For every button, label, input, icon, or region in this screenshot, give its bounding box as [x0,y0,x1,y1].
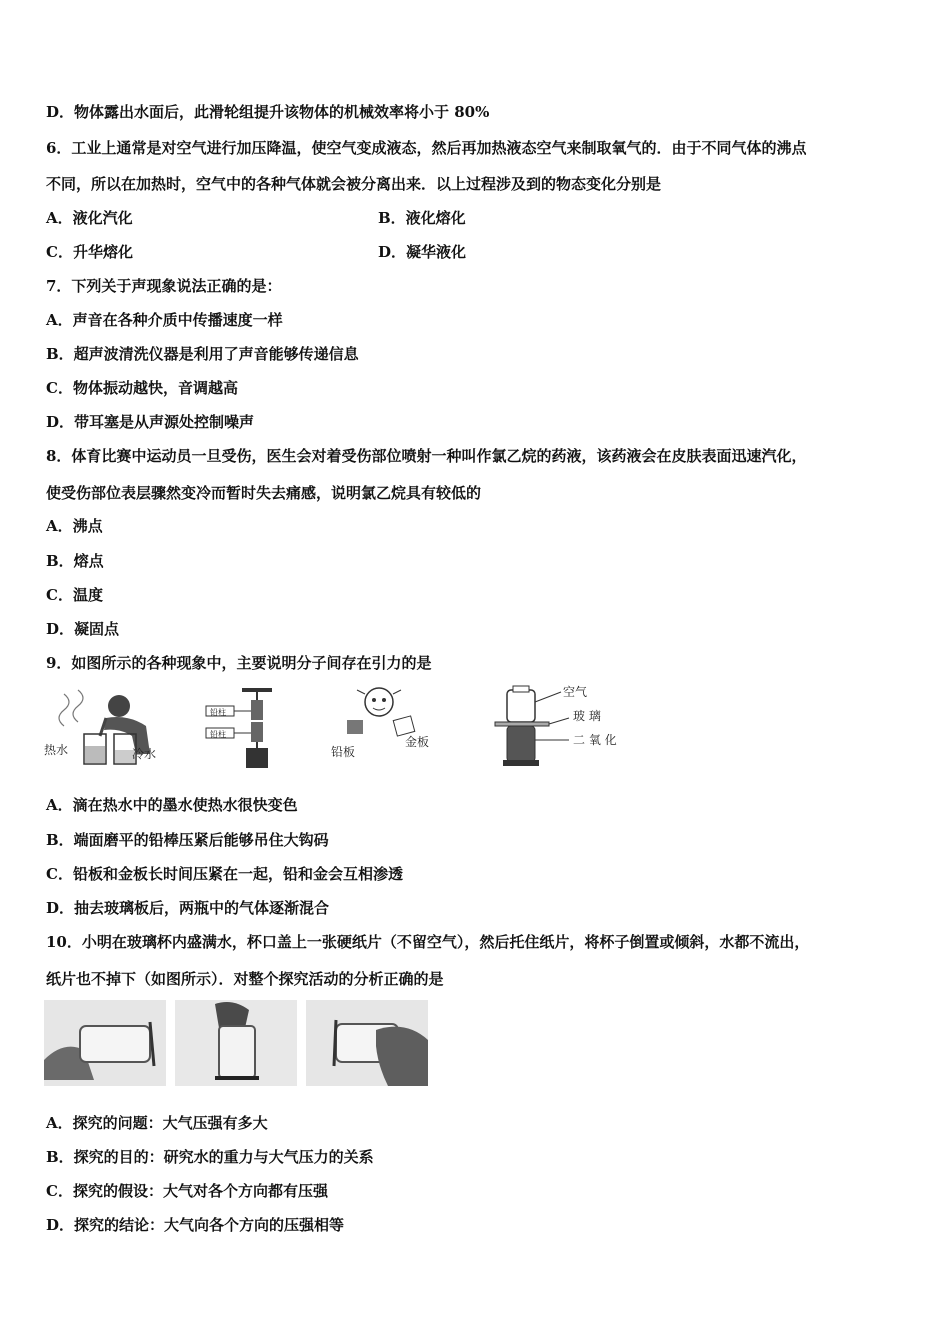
label-lead-plate: 铅板 [331,745,356,759]
q8-stem-line1: 8．体育比赛中运动员一旦受伤，医生会对着受伤部位喷射一种叫作氯乙烷的药液，该药液会在皮肤表面迅速汽化， [46,447,807,465]
q9-figures [44,684,644,774]
fig-lead-gold-plates [329,684,449,772]
q8-option-b: B．熔点 [46,552,104,570]
q7-option-d: D．带耳塞是从声源处控制噪声 [46,413,255,431]
q10-photos [44,1000,434,1088]
q5-option-d: D．物体露出水面后，此滑轮组提升该物体的机械效率将小于 80% [46,103,490,121]
label-hot-water: 热水 [44,743,69,757]
q6-option-d: D．凝华液化 [378,243,467,261]
fig-lead-rods [202,684,312,772]
q10-stem-line1: 10．小明在玻璃杯内盛满水，杯口盖上一张硬纸片（不留空气），然后托住纸片，将杯子倒置或倾斜，水都不流出， [46,933,810,951]
label-glass: 玻 璃 [573,709,601,723]
label-air: 空气 [563,685,588,699]
q10-option-d: D．探究的结论：大气向各个方向的压强相等 [46,1216,345,1234]
q6-stem-line1: 6．工业上通常是对空气进行加压降温，使空气变成液态，然后再加热液态空气来制取氧气的．由于不同气体的沸点 [46,139,807,157]
q10-stem-line2: 纸片也不掉下（如图所示）．对整个探究活动的分析正确的是 [46,970,444,988]
q9-option-d: D．抽去玻璃板后，两瓶中的气体逐渐混合 [46,899,330,917]
q8-stem-line2: 使受伤部位表层骤然变冷而暂时失去痛感，说明氯乙烷具有较低的 [46,484,482,502]
q9-option-c: C．铅板和金板长时间压紧在一起，铅和金会互相渗透 [46,865,403,883]
q7-option-a: A．声音在各种介质中传播速度一样 [46,311,283,329]
label-gold-plate: 金板 [405,735,430,749]
label-lead-rod-2: 铅柱 [210,730,226,739]
fig-ink-diffusion [44,684,194,772]
label-lead-rod-1: 铅柱 [210,708,226,717]
q10-option-c: C．探究的假设：大气对各个方向都有压强 [46,1182,328,1200]
q8-option-c: C．温度 [46,586,103,604]
q7-option-b: B．超声波清洗仪器是利用了声音能够传递信息 [46,345,359,363]
q6-option-c: C．升华熔化 [46,243,133,261]
photo-cup-inverted [175,1000,297,1086]
photo-cup-tilted [44,1000,166,1086]
q6-option-b: B．液化熔化 [378,209,466,227]
q7-option-c: C．物体振动越快，音调越高 [46,379,238,397]
q7-stem: 7．下列关于声现象说法正确的是： [46,277,282,295]
label-dioxide: 二 氧 化 [573,733,617,747]
q9-stem: 9．如图所示的各种现象中，主要说明分子间存在引力的是 [46,654,432,672]
q9-option-b: B．端面磨平的铅棒压紧后能够吊住大钩码 [46,831,329,849]
photo-cup-sideways [306,1000,428,1086]
q6-stem-line2: 不同，所以在加热时，空气中的各种气体就会被分离出来．以上过程涉及到的物态变化分别是 [46,175,662,193]
q9-option-a: A．滴在热水中的墨水使热水很快变色 [46,796,298,814]
q10-option-a: A．探究的问题：大气压强有多大 [46,1114,268,1132]
q8-option-d: D．凝固点 [46,620,120,638]
fig-gas-diffusion [489,684,639,772]
q8-option-a: A．沸点 [46,517,103,535]
q10-option-b: B．探究的目的：研究水的重力与大气压力的关系 [46,1148,374,1166]
q6-option-a: A．液化汽化 [46,209,133,227]
label-cold-water: 冷水 [132,747,157,761]
